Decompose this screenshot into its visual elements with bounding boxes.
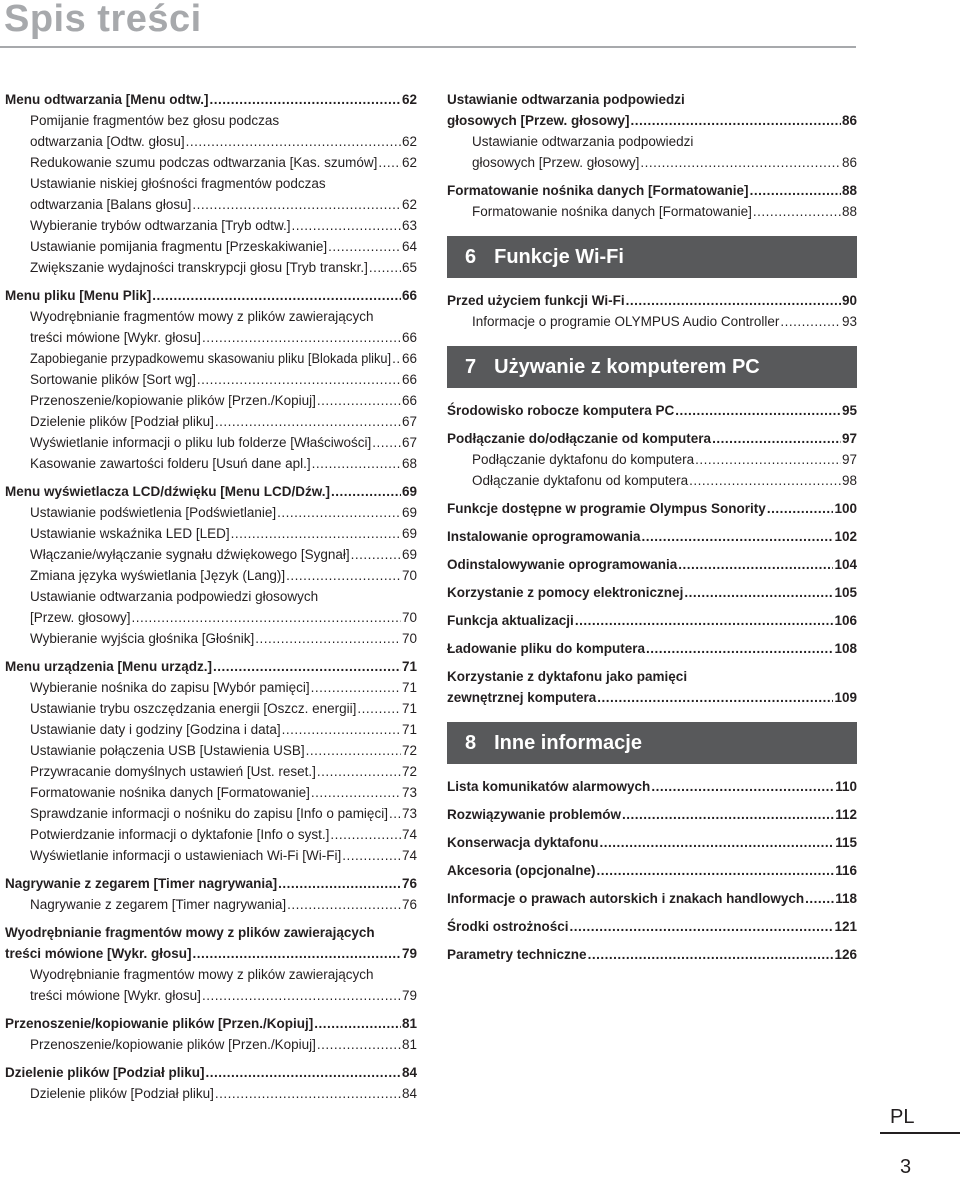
toc-subsection-entry[interactable] [5, 453, 417, 474]
toc-entry-title: Zmiana języka wyświetlania [Język (Lang)] [30, 568, 286, 583]
toc-dot-leader [750, 180, 841, 201]
toc-subsection-entry[interactable] [5, 845, 417, 866]
toc-page-number: 121 [834, 919, 857, 934]
toc-subsection-entry[interactable] [5, 215, 417, 236]
toc-entry-title: Odłączanie dyktafonu od komputera [472, 473, 689, 488]
toc-subsection-entry[interactable] [447, 201, 857, 222]
toc-dot-leader [575, 610, 834, 631]
toc-subsection-entry[interactable] [5, 824, 417, 845]
toc-entry-title: Ustawianie podświetlenia [Podświetlanie] [30, 505, 277, 520]
toc-dot-leader [753, 201, 841, 222]
toc-entry-title: [Przew. głosowy] [30, 610, 131, 625]
toc-entry-title: Podłączanie dyktafonu do komputera [472, 452, 695, 467]
toc-entry-title: Formatowanie nośnika danych [Formatowanie] [447, 183, 749, 198]
toc-page-number: 71 [401, 722, 417, 737]
toc-page-number: 112 [835, 807, 857, 822]
toc-entry-title: Konserwacja dyktafonu [447, 835, 599, 850]
toc-dot-leader [132, 607, 401, 628]
toc-section-entry[interactable] [447, 582, 857, 603]
toc-dot-leader [600, 832, 835, 853]
toc-entry-title: Przenoszenie/kopiowanie plików [Przen./Kopiuj] [30, 393, 316, 408]
toc-page-number: 70 [401, 631, 417, 646]
toc-page-number: 69 [401, 547, 417, 562]
toc-page-number: 86 [841, 113, 857, 128]
toc-page-number: 62 [401, 155, 417, 170]
toc-section-entry[interactable] [447, 638, 857, 659]
toc-dot-leader [651, 776, 834, 797]
toc-entry-title: Formatowanie nośnika danych [Formatowanie] [472, 204, 752, 219]
toc-entry-title: Redukowanie szumu podczas odtwarzania [Kas. szumów] [30, 155, 378, 170]
toc-entry-title: Informacje o prawach autorskich i znakach handlowych [447, 891, 805, 906]
toc-dot-leader [317, 761, 401, 782]
toc-dot-leader [282, 719, 401, 740]
toc-page-number: 71 [401, 659, 417, 674]
toc-page-number: 65 [401, 260, 417, 275]
toc-entry-title: Wybieranie trybów odtwarzania [Tryb odtw.] [30, 218, 291, 233]
toc-entry-title: treści mówione [Wykr. głosu] [5, 946, 192, 961]
toc-page-number: 66 [401, 288, 417, 303]
toc-entry-title: Przed użyciem funkcji Wi-Fi [447, 293, 625, 308]
toc-dot-leader [392, 348, 401, 369]
toc-subsection-entry[interactable] [5, 131, 417, 152]
toc-entry-title: Zwiększanie wydajności transkrypcji głosu [Tryb transkr.] [30, 260, 368, 275]
toc-entry-title: odtwarzania [Odtw. głosu] [30, 134, 185, 149]
toc-dot-leader [197, 369, 401, 390]
toc-entry-title: Ustawianie daty i godziny [Godzina i data] [30, 722, 281, 737]
toc-dot-leader [597, 687, 833, 708]
toc-entry-line: Ustawianie odtwarzania podpowiedzi [447, 92, 685, 107]
toc-entry-title: Funkcja aktualizacji [447, 613, 574, 628]
toc-subsection-entry[interactable] [447, 152, 857, 173]
toc-entry-title: Lista komunikatów alarmowych [447, 779, 651, 794]
page-number: 3 [900, 1156, 912, 1178]
toc-subsection-entry[interactable] [5, 698, 417, 719]
toc-entry-title: Przenoszenie/kopiowanie plików [Przen./Kopiuj] [5, 1016, 314, 1031]
toc-entry-title: Korzystanie z pomocy elektronicznej [447, 585, 684, 600]
toc-entry-line: Ustawianie odtwarzania podpowiedzi głosowych [30, 589, 319, 604]
toc-section-entry[interactable] [447, 428, 857, 449]
toc-section-entry[interactable] [5, 1013, 417, 1034]
toc-dot-leader [331, 481, 401, 502]
toc-dot-leader [675, 400, 841, 421]
toc-subsection-entry[interactable] [5, 257, 417, 278]
toc-page-number: 106 [834, 613, 857, 628]
toc-page-number: 109 [834, 690, 857, 705]
chapter-heading [447, 346, 857, 388]
toc-entry-line: Ustawianie niskiej głośności fragmentów podczas [30, 176, 326, 191]
toc-page-number: 97 [841, 452, 857, 467]
chapter-title: Inne informacje [494, 731, 642, 754]
toc-section-entry[interactable] [5, 943, 417, 964]
toc-page-number: 66 [401, 330, 417, 345]
toc-subsection-entry[interactable] [5, 544, 417, 565]
toc-subsection-entry[interactable] [5, 1034, 417, 1055]
toc-subsection-entry[interactable] [5, 390, 417, 411]
toc-subsection-entry[interactable] [447, 311, 857, 332]
toc-section-entry[interactable] [447, 110, 857, 131]
toc-subsection-entry[interactable] [5, 502, 417, 523]
toc-dot-leader [206, 1062, 401, 1083]
toc-page-number: 105 [834, 585, 857, 600]
toc-page-number: 98 [841, 473, 857, 488]
toc-subsection-entry[interactable] [5, 628, 417, 649]
toc-page-number: 67 [401, 414, 417, 429]
toc-entry-title: Sortowanie plików [Sort wg] [30, 372, 196, 387]
toc-page-number: 74 [401, 848, 417, 863]
toc-entry-line: Wyodrębnianie fragmentów mowy z plików zawierających [30, 309, 374, 324]
toc-page-number: 81 [401, 1037, 417, 1052]
toc-entry-title: Środki ostrożności [447, 919, 569, 934]
toc-dot-leader [215, 411, 401, 432]
toc-section-entry[interactable] [447, 776, 857, 797]
toc-dot-leader [231, 523, 401, 544]
toc-entry-line: Pomijanie fragmentów bez głosu podczas [30, 113, 280, 128]
toc-dot-leader [780, 311, 841, 332]
toc-page-number: 66 [401, 351, 417, 366]
toc-page-number: 73 [401, 785, 417, 800]
toc-section-entry[interactable] [5, 285, 417, 306]
toc-entry-title: Włączanie/wyłączanie sygnału dźwiękowego [Sygnał] [30, 547, 350, 562]
toc-page-number: 72 [401, 743, 417, 758]
toc-dot-leader [622, 804, 834, 825]
toc-section-entry[interactable] [447, 832, 857, 853]
toc-dot-leader [588, 944, 834, 965]
toc-entry-title: Wyświetlanie informacji o pliku lub folderze [Właściwości] [30, 435, 372, 450]
toc-dot-leader [597, 860, 835, 881]
toc-page-number: 72 [401, 764, 417, 779]
toc-page-number: 62 [401, 197, 417, 212]
toc-page-number: 104 [834, 557, 857, 572]
toc-dot-leader [378, 152, 401, 173]
toc-dot-leader [642, 526, 834, 547]
toc-entry-title: Ładowanie pliku do komputera [447, 641, 646, 656]
toc-section-entry[interactable] [447, 610, 857, 631]
toc-dot-leader [215, 1083, 401, 1104]
toc-entry-title: Formatowanie nośnika danych [Formatowanie] [30, 785, 310, 800]
toc-entry-title: Menu pliku [Menu Plik] [5, 288, 152, 303]
toc-page-number: 67 [401, 435, 417, 450]
toc-subsection-entry[interactable] [5, 1083, 417, 1104]
toc-entry-title: Parametry techniczne [447, 947, 587, 962]
toc-subsection-entry[interactable] [5, 803, 417, 824]
toc-entry-title: Dzielenie plików [Podział pliku] [30, 414, 214, 429]
toc-page-number: 66 [401, 393, 417, 408]
toc-entry-title: Menu wyświetlacza LCD/dźwięku [Menu LCD/Dźw.] [5, 484, 331, 499]
title-rule [0, 46, 856, 48]
toc-subsection-entry[interactable] [5, 761, 417, 782]
toc-page-number: 118 [835, 891, 857, 906]
toc-section-entry[interactable] [5, 481, 417, 502]
toc-page-number: 97 [841, 431, 857, 446]
toc-entry-title: Przenoszenie/kopiowanie plików [Przen./Kopiuj] [30, 1037, 316, 1052]
toc-section-entry[interactable] [5, 873, 417, 894]
toc-subsection-entry[interactable] [5, 194, 417, 215]
toc-subsection-entry[interactable] [5, 327, 417, 348]
toc-section-entry[interactable] [5, 656, 417, 677]
toc-dot-leader [311, 782, 401, 803]
toc-entry-title: Wyświetlanie informacji o ustawieniach Wi-Fi [Wi-Fi] [30, 848, 342, 863]
toc-page-number: 79 [401, 946, 417, 961]
toc-page-number: 90 [841, 293, 857, 308]
toc-subsection-entry[interactable] [5, 740, 417, 761]
toc-page-number: 126 [834, 947, 857, 962]
toc-dot-leader [213, 656, 401, 677]
chapter-heading [447, 722, 857, 764]
toc-page-number: 95 [841, 403, 857, 418]
toc-section-entry[interactable] [5, 89, 417, 110]
toc-entry-title: Kasowanie zawartości folderu [Usuń dane apl.] [30, 456, 311, 471]
toc-dot-leader [678, 554, 833, 575]
toc-section-entry[interactable] [447, 526, 857, 547]
toc-entry-title: głosowych [Przew. głosowy] [447, 113, 630, 128]
toc-subsection-entry[interactable] [5, 348, 417, 369]
toc-page-number: 69 [401, 505, 417, 520]
toc-entry-title: zewnętrznej komputera [447, 690, 597, 705]
toc-entry-title: Ustawianie wskaźnika LED [LED] [30, 526, 230, 541]
toc-dot-leader [684, 582, 833, 603]
toc-page-number: 70 [401, 610, 417, 625]
toc-page-number: 108 [834, 641, 857, 656]
toc-entry-title: Zapobieganie przypadkowemu skasowaniu pliku [Blokada pliku] [30, 351, 392, 366]
toc-entry-title: treści mówione [Wykr. głosu] [30, 330, 201, 345]
toc-entry-title: Wybieranie wyjścia głośnika [Głośnik] [30, 631, 255, 646]
toc-dot-leader [372, 432, 401, 453]
toc-entry-line: Wyodrębnianie fragmentów mowy z plików zawierających [30, 967, 374, 982]
toc-dot-leader [278, 873, 401, 894]
toc-page-number: 71 [401, 680, 417, 695]
toc-entry-line: Wyodrębnianie fragmentów mowy z plików zawierających [5, 925, 375, 940]
toc-subsection-entry[interactable] [447, 470, 857, 491]
page-title: Spis treści [4, 0, 202, 40]
toc-dot-leader [805, 888, 834, 909]
toc-subsection-entry[interactable] [447, 449, 857, 470]
toc-dot-leader [317, 1034, 401, 1055]
toc-dot-leader [626, 290, 841, 311]
toc-page-number: 115 [835, 835, 857, 850]
toc-entry-title: Menu odtwarzania [Menu odtw.] [5, 92, 209, 107]
toc-dot-leader [351, 544, 401, 565]
toc-page-number: 70 [401, 568, 417, 583]
toc-page-number: 102 [834, 529, 857, 544]
toc-page-number: 68 [401, 456, 417, 471]
toc-dot-leader [192, 194, 401, 215]
toc-section-entry[interactable] [447, 290, 857, 311]
toc-subsection-entry[interactable] [5, 369, 417, 390]
chapter-number: 6 [465, 245, 477, 268]
toc-dot-leader [689, 470, 841, 491]
toc-dot-leader [389, 803, 401, 824]
chapter-title: Funkcje Wi-Fi [494, 245, 624, 268]
toc-section-entry[interactable] [5, 1062, 417, 1083]
toc-entry-title: Podłączanie do/odłączanie od komputera [447, 431, 712, 446]
toc-subsection-entry[interactable] [5, 236, 417, 257]
toc-entry-title: Ustawianie trybu oszczędzania energii [Oszcz. energii] [30, 701, 357, 716]
toc-page-number: 69 [401, 526, 417, 541]
toc-page-number: 100 [834, 501, 857, 516]
toc-dot-leader [631, 110, 841, 131]
toc-entry-title: Rozwiązywanie problemów [447, 807, 622, 822]
toc-dot-leader [570, 916, 834, 937]
toc-section-entry[interactable] [447, 888, 857, 909]
toc-section-entry[interactable] [447, 860, 857, 881]
toc-dot-leader [342, 845, 401, 866]
toc-subsection-entry[interactable] [5, 719, 417, 740]
toc-dot-leader [210, 89, 401, 110]
toc-page-number: 62 [401, 134, 417, 149]
toc-entry-title: Dzielenie plików [Podział pliku] [30, 1086, 214, 1101]
toc-entry-line: Korzystanie z dyktafonu jako pamięci [447, 669, 688, 684]
toc-entry-title: Ustawianie połączenia USB [Ustawienia USB] [30, 743, 305, 758]
toc-dot-leader [357, 698, 401, 719]
toc-subsection-entry[interactable] [5, 607, 417, 628]
toc-dot-leader [369, 257, 401, 278]
toc-entry-title: Akcesoria (opcjonalne) [447, 863, 596, 878]
toc-dot-leader [646, 638, 833, 659]
toc-entry-line: Ustawianie odtwarzania podpowiedzi [472, 134, 694, 149]
toc-subsection-entry[interactable] [5, 411, 417, 432]
language-tab: PL [880, 1106, 960, 1134]
toc-dot-leader [314, 1013, 401, 1034]
toc-page-number: 84 [401, 1065, 417, 1080]
toc-subsection-entry[interactable] [5, 677, 417, 698]
toc-section-entry[interactable] [447, 498, 857, 519]
chapter-number: 8 [465, 731, 477, 754]
toc-dot-leader [330, 824, 401, 845]
chapter-title: Używanie z komputerem PC [494, 355, 760, 378]
toc-subsection-entry[interactable] [5, 152, 417, 173]
toc-dot-leader [695, 449, 841, 470]
toc-page-number: 84 [401, 1086, 417, 1101]
toc-dot-leader [202, 327, 401, 348]
toc-section-entry[interactable] [447, 804, 857, 825]
toc-dot-leader [767, 498, 834, 519]
toc-page-number: 76 [401, 897, 417, 912]
toc-entry-title: Przywracanie domyślnych ustawień [Ust. reset.] [30, 764, 316, 779]
toc-dot-leader [277, 502, 401, 523]
toc-subsection-entry[interactable] [5, 565, 417, 586]
toc-entry-title: Ustawianie pomijania fragmentu [Przeskakiwanie] [30, 239, 328, 254]
toc-page-number: 64 [401, 239, 417, 254]
chapter-heading [447, 236, 857, 278]
toc-page-number: 88 [841, 183, 857, 198]
toc-dot-leader [311, 677, 401, 698]
toc-entry-title: odtwarzania [Balans głosu] [30, 197, 192, 212]
toc-dot-leader [193, 943, 401, 964]
toc-entry-title: Sprawdzanie informacji o nośniku do zapisu [Info o pamięci] [30, 806, 388, 821]
toc-entry-title: Funkcje dostępne w programie Olympus Sonority [447, 501, 766, 516]
toc-section-entry[interactable] [447, 944, 857, 965]
toc-entry-title: Instalowanie oprogramowania [447, 529, 641, 544]
toc-subsection-entry[interactable] [5, 894, 417, 915]
toc-entry-title: Nagrywanie z zegarem [Timer nagrywania] [30, 897, 287, 912]
toc-entry-title: Wybieranie nośnika do zapisu [Wybór pamięci] [30, 680, 310, 695]
toc-page-number: 81 [401, 1016, 417, 1031]
toc-page-number: 88 [841, 204, 857, 219]
toc-dot-leader [306, 740, 401, 761]
toc-page-number: 62 [401, 92, 417, 107]
chapter-number: 7 [465, 355, 477, 378]
toc-section-entry[interactable] [447, 687, 857, 708]
toc-entry-title: treści mówione [Wykr. głosu] [30, 988, 201, 1003]
toc-dot-leader [152, 285, 401, 306]
toc-page-number: 73 [401, 806, 417, 821]
toc-entry-title: Informacje o programie OLYMPUS Audio Controller [472, 314, 780, 329]
toc-entry-title: Potwierdzanie informacji o dyktafonie [Info o syst.] [30, 827, 330, 842]
toc-dot-leader [287, 894, 401, 915]
toc-page-number: 76 [401, 876, 417, 891]
toc-section-entry[interactable] [447, 400, 857, 421]
toc-dot-leader [640, 152, 841, 173]
toc-entry-title: głosowych [Przew. głosowy] [472, 155, 640, 170]
toc-right-column [447, 89, 857, 965]
toc-dot-leader [317, 390, 401, 411]
toc-subsection-entry[interactable] [5, 782, 417, 803]
toc-left-column [5, 89, 417, 1104]
toc-subsection-entry[interactable] [5, 523, 417, 544]
toc-page-number: 93 [841, 314, 857, 329]
toc-section-entry[interactable] [447, 916, 857, 937]
toc-page-number: 116 [835, 863, 857, 878]
toc-entry-title: Środowisko robocze komputera PC [447, 403, 675, 418]
toc-dot-leader [312, 453, 401, 474]
toc-entry-title: Menu urządzenia [Menu urządz.] [5, 659, 213, 674]
toc-dot-leader [186, 131, 401, 152]
toc-subsection-entry[interactable] [5, 985, 417, 1006]
toc-page-number: 110 [835, 779, 857, 794]
toc-page-number: 66 [401, 372, 417, 387]
toc-dot-leader [286, 565, 401, 586]
toc-page-number: 79 [401, 988, 417, 1003]
toc-dot-leader [202, 985, 401, 1006]
toc-dot-leader [328, 236, 401, 257]
toc-section-entry[interactable] [447, 180, 857, 201]
toc-page-number: 74 [401, 827, 417, 842]
toc-page-number: 86 [841, 155, 857, 170]
toc-subsection-entry[interactable] [5, 432, 417, 453]
toc-page-number: 71 [401, 701, 417, 716]
toc-entry-title: Odinstalowywanie oprogramowania [447, 557, 678, 572]
toc-page-number: 69 [401, 484, 417, 499]
toc-page-number: 63 [401, 218, 417, 233]
toc-section-entry[interactable] [447, 554, 857, 575]
toc-dot-leader [712, 428, 841, 449]
toc-entry-title: Dzielenie plików [Podział pliku] [5, 1065, 205, 1080]
toc-entry-title: Nagrywanie z zegarem [Timer nagrywania] [5, 876, 278, 891]
toc-dot-leader [255, 628, 401, 649]
toc-dot-leader [292, 215, 401, 236]
